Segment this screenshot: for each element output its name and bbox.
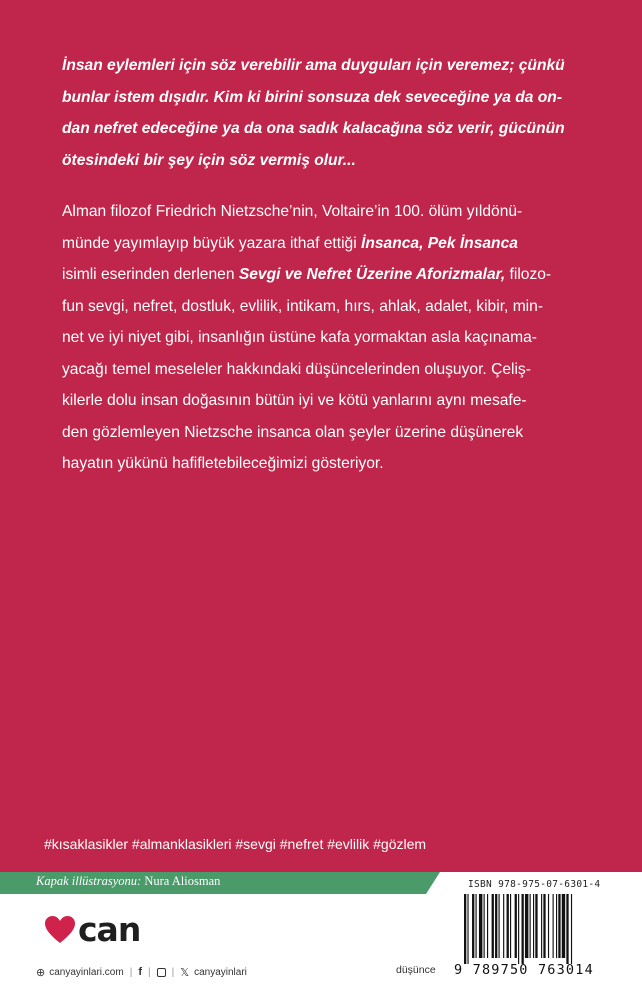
book-title-reference: İnsanca, Pek İnsanca xyxy=(361,234,518,252)
quote-line: dan nefret edeceğine ya da ona sadık kalacağına söz verir, gücünün xyxy=(62,120,565,137)
heart-icon xyxy=(44,915,76,945)
barcode-bar xyxy=(535,894,537,958)
quote-line: ötesindeki bir şey için söz vermiş olur... xyxy=(62,151,356,169)
barcode-bar xyxy=(479,894,482,958)
instagram-icon[interactable] xyxy=(157,968,166,977)
barcode-bar xyxy=(484,894,485,958)
barcode-bar xyxy=(548,894,549,958)
quote-line: İnsan eylemleri için söz verebilir ama duyguları için veremez; çünkü xyxy=(62,57,565,74)
barcode-bar xyxy=(566,894,568,964)
barcode-bar xyxy=(510,894,511,958)
description-line xyxy=(62,259,610,291)
barcode-bar xyxy=(492,894,494,958)
publisher-logo xyxy=(44,910,140,950)
description-block xyxy=(62,196,610,480)
website-link[interactable]: canyayinlari.com xyxy=(49,966,124,978)
description-line: kilerle dolu insan doğasının bütün iyi ve kötü yanlarını aynı mesafe- xyxy=(62,392,527,409)
category-label: düşünce xyxy=(396,964,436,976)
divider: | xyxy=(147,966,151,978)
logo-wordmark: can xyxy=(78,910,141,949)
barcode-bar xyxy=(571,894,572,964)
barcode-bar xyxy=(515,894,517,958)
barcode-bar xyxy=(467,894,468,964)
barcode-bar xyxy=(562,894,565,958)
barcode-bar xyxy=(541,894,542,958)
barcode-bar xyxy=(507,894,509,958)
barcode-bar xyxy=(533,894,534,958)
barcode-bar xyxy=(522,894,524,964)
barcode-bar xyxy=(464,894,466,964)
hashtags: #kısaklasikler #almanklasikleri #sevgi #nefret #evlilik #gözlem xyxy=(44,836,427,852)
divider: | xyxy=(129,966,133,978)
barcode-bar xyxy=(525,894,528,958)
barcode-bar xyxy=(499,894,500,958)
barcode-bar xyxy=(476,894,477,958)
barcode-bar xyxy=(530,894,531,958)
illustration-credit xyxy=(36,874,220,889)
barcode-bar xyxy=(543,894,545,958)
barcode-number: 9 789750 763014 xyxy=(454,962,594,978)
publisher-footer xyxy=(36,964,247,980)
description-line: net ve iyi niyet gibi, insanlığın üstüne kafa yormaktan asla kaçınama- xyxy=(62,329,537,346)
description-line xyxy=(62,228,610,260)
isbn-text: ISBN 978-975-07-6301-4 xyxy=(468,879,601,890)
barcode-bar xyxy=(472,894,474,958)
quote-block xyxy=(62,50,602,176)
barcode-bar xyxy=(503,894,504,958)
book-title: Sevgi ve Nefret Üzerine Aforizmalar, xyxy=(238,266,506,283)
divider: | xyxy=(171,966,175,978)
description-text: filozo- xyxy=(505,266,552,283)
description-line: hayatın yükünü hafifletebileceğimizi gösteriyor. xyxy=(62,455,384,472)
barcode xyxy=(464,894,614,964)
credit-label: Kapak illüstrasyonu: xyxy=(36,874,142,888)
description-line: fun sevgi, nefret, dostluk, evlilik, intikam, hırs, ahlak, adalet, kibir, min- xyxy=(62,297,544,315)
barcode-bar xyxy=(487,894,488,958)
barcode-bar xyxy=(556,894,557,958)
barcode-bar xyxy=(518,894,519,964)
x-icon[interactable]: 𝕏 xyxy=(180,966,190,979)
globe-icon: ⊕ xyxy=(36,966,46,979)
quote-line: bunlar istem dışıdır. Kim ki birini sonsuza dek seveceğine ya da on- xyxy=(62,88,563,106)
social-handle[interactable]: canyayinlari xyxy=(194,966,247,978)
description-line: den gözlemleyen Nietzsche insanca olan şeyler üzerine düşünerek xyxy=(62,423,524,441)
description-text: isimli eserinden derlenen xyxy=(62,266,239,283)
barcode-bar xyxy=(558,894,560,958)
description-text: münde yayımlayıp büyük yazara ithaf ettiği xyxy=(62,234,362,252)
description-line: yacağı temel meseleler hakkındaki düşüncelerinden oluşuyor. Çeliş- xyxy=(62,360,531,378)
barcode-bar xyxy=(495,894,497,958)
facebook-icon[interactable]: f xyxy=(138,966,142,978)
description-line: Alman filozof Friedrich Nietzsche’nin, Voltaire’in 100. ölüm yıldönü- xyxy=(62,203,523,220)
credit-name: Nura Aliosman xyxy=(141,874,221,888)
barcode-bar xyxy=(553,894,554,958)
